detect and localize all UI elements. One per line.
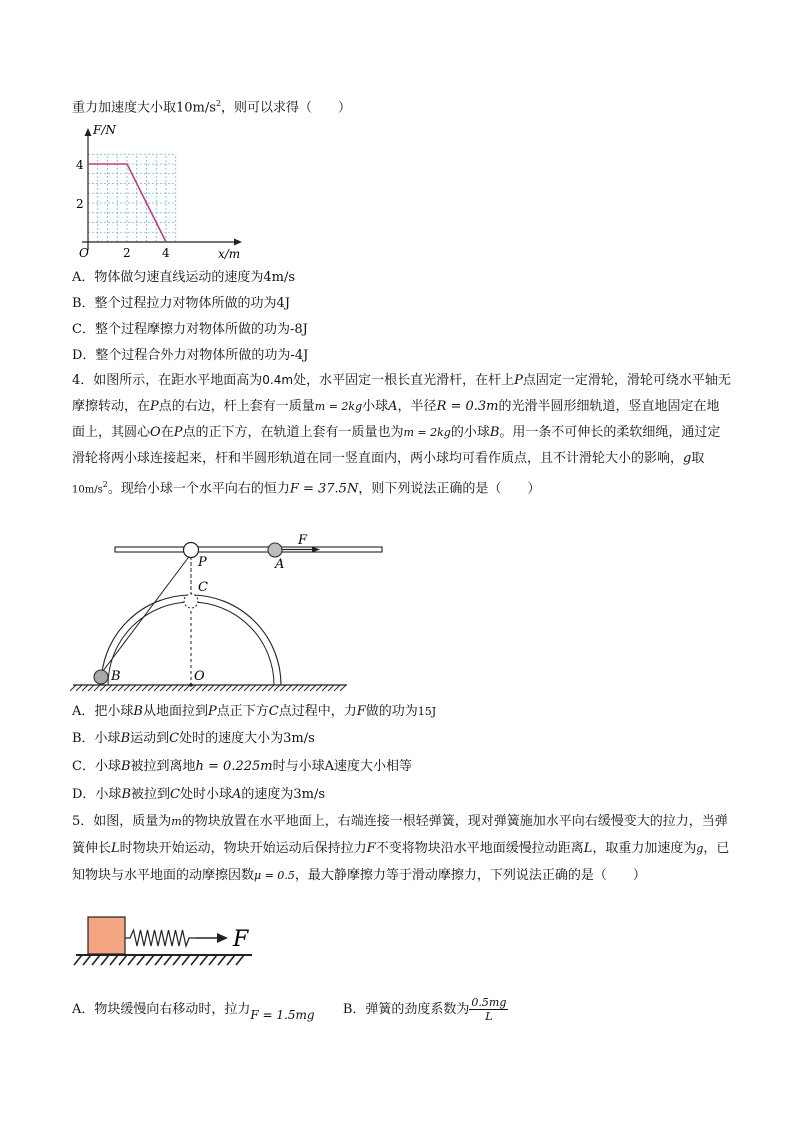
hatch-mark: [202, 685, 208, 691]
ball-b: [94, 670, 108, 684]
intro-suffix: ，则可以求得（ ）: [221, 100, 352, 116]
hatch-mark: [196, 685, 202, 691]
hatch-mark: [286, 685, 292, 691]
hatch-mark: [209, 955, 217, 965]
hatch-mark: [316, 685, 322, 691]
hatch-mark: [70, 685, 76, 691]
spring-force-label: F: [233, 927, 249, 952]
q3-option-d: D．整个过程合外力对物体所做的功为-4J: [72, 348, 309, 363]
q5-option-a: A．物块缓慢向右移动时，拉力F = 1.5mg: [72, 1002, 315, 1022]
hatch-mark: [232, 685, 238, 691]
x-axis-arrow-icon: [234, 239, 242, 246]
x-tick-label: 4: [162, 246, 170, 260]
q5-options-row: [72, 996, 508, 1023]
q4-option-b: B．小球B运动到C处时的速度大小为3m/s: [72, 731, 315, 746]
hatch-mark: [292, 685, 298, 691]
point-c-dashed-circle: [184, 594, 198, 608]
q3-option-b: B．整个过程拉力对物体所做的功为4J: [72, 296, 291, 311]
hatch-mark: [82, 685, 88, 691]
block: [88, 917, 125, 954]
hatch-mark: [76, 685, 82, 691]
label-p: P: [198, 555, 207, 570]
hatch-mark: [250, 685, 256, 691]
hatch-mark: [119, 955, 127, 965]
hatch-mark: [172, 685, 178, 691]
hatch-mark: [146, 955, 154, 965]
hatch-mark: [310, 685, 316, 691]
chart-grid: [88, 154, 176, 242]
force-label-f: F: [298, 533, 308, 548]
hatch-mark: [218, 955, 226, 965]
hatch-mark: [178, 685, 184, 691]
hatch-mark: [112, 685, 118, 691]
hatch-mark: [101, 955, 109, 965]
hatch-mark: [88, 685, 94, 691]
force-displacement-chart: [74, 118, 249, 263]
ball-a: [268, 543, 282, 557]
intro-text: 重力加速度大小取: [72, 100, 177, 116]
label-b: B: [111, 669, 121, 684]
y-axis-label: F/N: [93, 123, 116, 137]
q4-option-a: A．把小球B从地面拉到P点正下方C点过程中，力F做的功为15J: [72, 704, 437, 719]
hatch-mark: [130, 685, 136, 691]
q5-spring-block-diagram: [72, 912, 262, 974]
hatch-mark: [208, 685, 214, 691]
hatch-mark: [268, 685, 274, 691]
pulley-p: [184, 543, 199, 558]
origin-label: O: [79, 246, 89, 260]
hatch-mark: [244, 685, 250, 691]
hatch-mark: [226, 685, 232, 691]
hatch-mark: [182, 955, 190, 965]
spring-icon: [125, 930, 196, 946]
hatch-mark: [328, 685, 334, 691]
y-axis-arrow-icon: [85, 128, 92, 136]
q4-stem: 4．如图所示，在距水平地面高为0.4m处，水平固定一根长直光滑杆，在杆上P点固定一定滑轮，滑轮可绕水平轴无摩擦转动，在P点的右边，杆上套有一质量m = 2kg小球A，半径R = 0.3m的光滑半圆形细轨道，竖直地固定在地面上，其圆心O在P点的正下方，在轨道上套有一质量也为m = 2kg的小球B。用一条不可伸长的柔软细绳，通过定滑轮将两小球连接起来，杆和半圆形轨道在同一竖直面内，两小球均可看作质点，且不计滑轮大小的影响，g取$10m/s^2$。现给小球一个水平向右的恒力F = 37.5N，则下列说法正确的是（ ）: [72, 373, 731, 497]
ground-hatching: [70, 685, 346, 691]
hatch-mark: [136, 685, 142, 691]
hatch-mark: [124, 685, 130, 691]
hatch-mark: [191, 955, 199, 965]
hatch-mark: [118, 685, 124, 691]
hatch-mark: [280, 685, 286, 691]
hatch-mark: [94, 685, 100, 691]
hatch-mark: [160, 685, 166, 691]
g-value: 10m/s: [176, 100, 216, 116]
fraction: $\frac{0.5mg}{L}$: [471, 996, 507, 1023]
q5-option-b: B．弹簧的劲度系数为 $\frac{0.5mg}{L}$: [342, 996, 507, 1023]
q4-option-c: C．小球B被拉到离地h = 0.225m时与小球A速度大小相等: [72, 759, 412, 774]
hatch-mark: [236, 955, 244, 965]
label-c: C: [198, 580, 208, 595]
hatch-mark: [83, 955, 91, 965]
y-tick-label: 2: [76, 197, 84, 211]
hatch-mark: [340, 685, 346, 691]
hatch-mark: [274, 685, 280, 691]
horizontal-rod: [115, 547, 382, 552]
hatch-mark: [166, 685, 172, 691]
hatch-mark: [164, 955, 172, 965]
hatch-mark: [110, 955, 118, 965]
x-tick-label: 2: [123, 246, 131, 260]
hatch-mark: [154, 685, 160, 691]
hatch-mark: [173, 955, 181, 965]
floor-hatching: [74, 955, 244, 965]
hatch-mark: [334, 685, 340, 691]
rope-segment: [103, 554, 191, 671]
hatch-mark: [262, 685, 268, 691]
intro-line: [72, 94, 351, 118]
force-series-line: [88, 164, 166, 242]
g-exponent: 2: [215, 99, 222, 108]
hatch-mark: [214, 685, 220, 691]
q4-pulley-diagram: [70, 528, 390, 693]
q3-option-a: A．物体做匀速直线运动的速度为4m/s: [72, 270, 296, 285]
hatch-mark: [142, 685, 148, 691]
hatch-mark: [298, 685, 304, 691]
hatch-mark: [106, 685, 112, 691]
spring-arrow-head-icon: [217, 933, 228, 943]
x-axis-label: x/m: [218, 247, 241, 261]
hatch-mark: [100, 685, 106, 691]
hatch-mark: [238, 685, 244, 691]
hatch-mark: [304, 685, 310, 691]
hatch-mark: [322, 685, 328, 691]
label-o: O: [194, 669, 205, 684]
hatch-mark: [74, 955, 82, 965]
hatch-mark: [128, 955, 136, 965]
y-tick-label: 4: [76, 158, 84, 172]
hatch-mark: [184, 685, 190, 691]
hatch-mark: [155, 955, 163, 965]
q4-option-d: D．小球B被拉到C处时小球A的速度为3m/s: [72, 787, 326, 802]
hatch-mark: [227, 955, 235, 965]
hatch-mark: [92, 955, 100, 965]
q5-stem: 5．如图，质量为m的物块放置在水平地面上，右端连接一根轻弹簧，现对弹簧施加水平向右缓慢变大的拉力，当弹簧伸长L时物块开始运动，物块开始运动后保持拉力F不变将物块沿水平地面缓慢拉动距离L，取重力加速度为g，已知物块与水平地面的动摩擦因数μ = 0.5，最大静摩擦力等于滑动摩擦力，下列说法正确的是（ ）: [72, 814, 730, 883]
hatch-mark: [137, 955, 145, 965]
hatch-mark: [148, 685, 154, 691]
hatch-mark: [220, 685, 226, 691]
label-a: A: [275, 557, 285, 572]
hatch-mark: [200, 955, 208, 965]
q3-option-c: C．整个过程摩擦力对物体所做的功为-8J: [72, 322, 308, 337]
hatch-mark: [256, 685, 262, 691]
